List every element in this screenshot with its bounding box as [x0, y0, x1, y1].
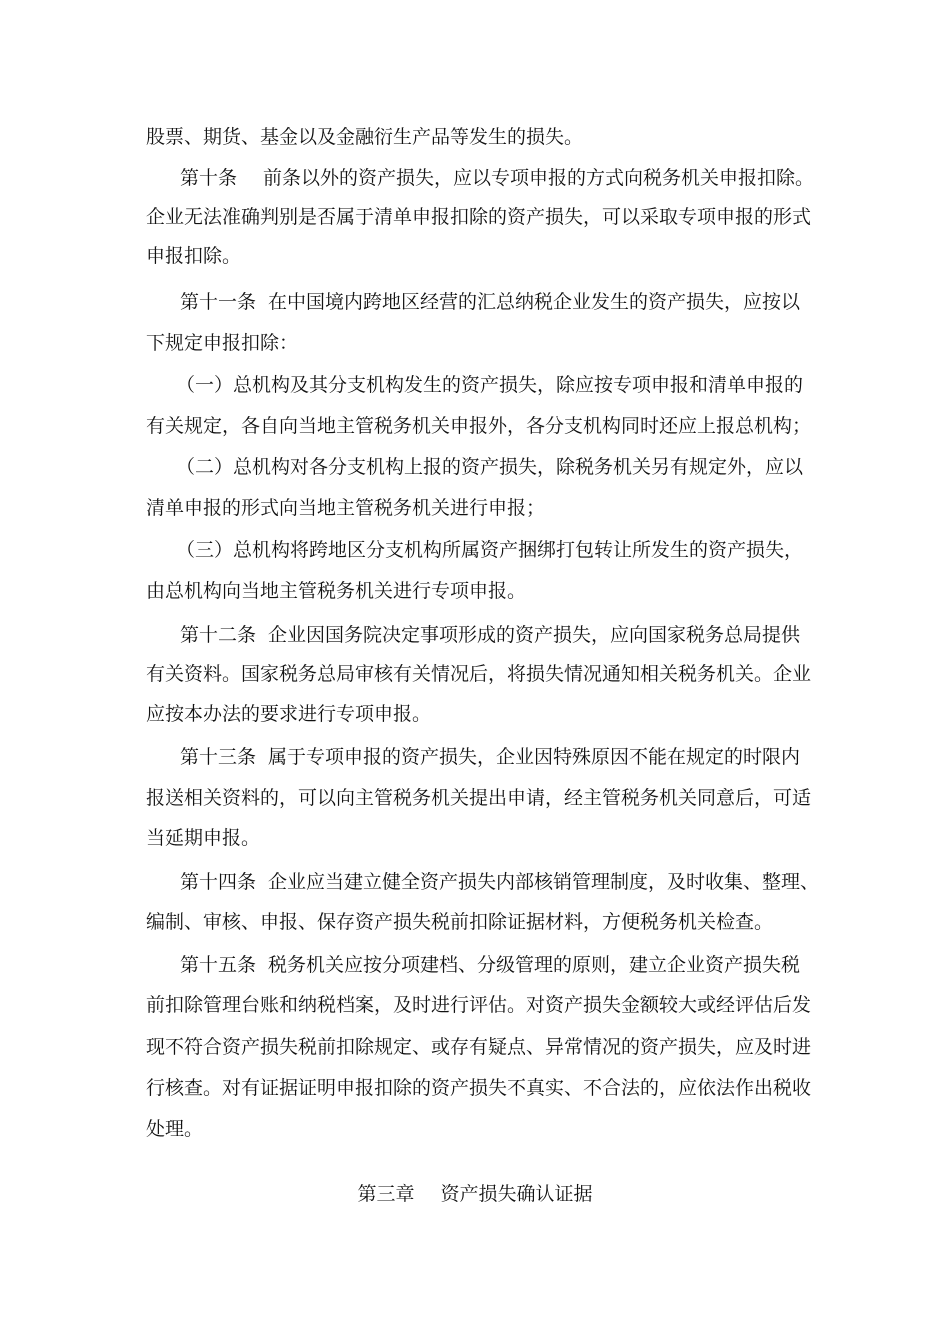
text-line: 股票、期货、基金以及金融衍生产品等发生的损失。 [146, 126, 584, 148]
chapter-heading [0, 1182, 950, 1206]
text-line: 行核查。对有证据证明申报扣除的资产损失不真实、不合法的，应依法作出税收 [146, 1077, 812, 1099]
text-line: 处理。 [146, 1118, 204, 1140]
chapter-title: 资产损失确认证据 [440, 1183, 593, 1205]
text-line: 下规定申报扣除： [146, 332, 299, 354]
text-line: 有关资料。国家税务总局审核有关情况后，将损失情况通知相关税务机关。企业 [146, 663, 812, 685]
article-number: 第十条 [180, 167, 238, 189]
text-line: 有关规定，各自向当地主管税务机关申报外，各分支机构同时还应上报总机构； [146, 415, 812, 437]
text-line: 由总机构向当地主管税务机关进行专项申报。 [146, 580, 527, 602]
text-line: 编制、审核、申报、保存资产损失税前扣除证据材料，方便税务机关检查。 [146, 911, 774, 933]
article-number: 第十一条 [180, 291, 257, 313]
text-line: 当延期申报。 [146, 827, 261, 849]
article-14: 第十四条 企业应当建立健全资产损失内部核销管理制度，及时收集、整理、 [180, 871, 820, 893]
text-line: 清单申报的形式向当地主管税务机关进行申报； [146, 497, 546, 519]
text-line: 企业无法准确判别是否属于清单申报扣除的资产损失，可以采取专项申报的形式 [146, 206, 812, 228]
article-13: 第十三条 属于专项申报的资产损失，企业因特殊原因不能在规定的时限内 [180, 746, 801, 768]
chapter-number: 第三章 [357, 1183, 415, 1205]
article-number: 第十二条 [180, 624, 257, 646]
list-item-1: （一）总机构及其分支机构发生的资产损失，除应按专项申报和清单申报的 [176, 374, 804, 396]
text-line: 应按本办法的要求进行专项申报。 [146, 703, 432, 725]
article-11: 第十一条 在中国境内跨地区经营的汇总纳税企业发生的资产损失，应按以 [180, 291, 801, 313]
text-line: 现不符合资产损失税前扣除规定、或存有疑点、异常情况的资产损失，应及时进 [146, 1036, 812, 1058]
article-number: 第十五条 [180, 954, 257, 976]
article-10: 第十条 前条以外的资产损失，应以专项申报的方式向税务机关申报扣除。 [180, 167, 815, 189]
article-12: 第十二条 企业因国务院决定事项形成的资产损失，应向国家税务总局提供 [180, 624, 801, 646]
article-number: 第十三条 [180, 746, 257, 768]
text-line: 申报扣除。 [146, 245, 242, 267]
text-line: 报送相关资料的，可以向主管税务机关提出申请，经主管税务机关同意后，可适 [146, 787, 812, 809]
text-line: 前扣除管理台账和纳税档案，及时进行评估。对资产损失金额较大或经评估后发 [146, 994, 812, 1016]
article-15: 第十五条 税务机关应按分项建档、分级管理的原则，建立企业资产损失税 [180, 954, 801, 976]
list-item-3: （三）总机构将跨地区分支机构所属资产捆绑打包转让所发生的资产损失， [176, 539, 804, 561]
list-item-2: （二）总机构对各分支机构上报的资产损失，除税务机关另有规定外，应以 [176, 456, 804, 478]
article-number: 第十四条 [180, 871, 257, 893]
